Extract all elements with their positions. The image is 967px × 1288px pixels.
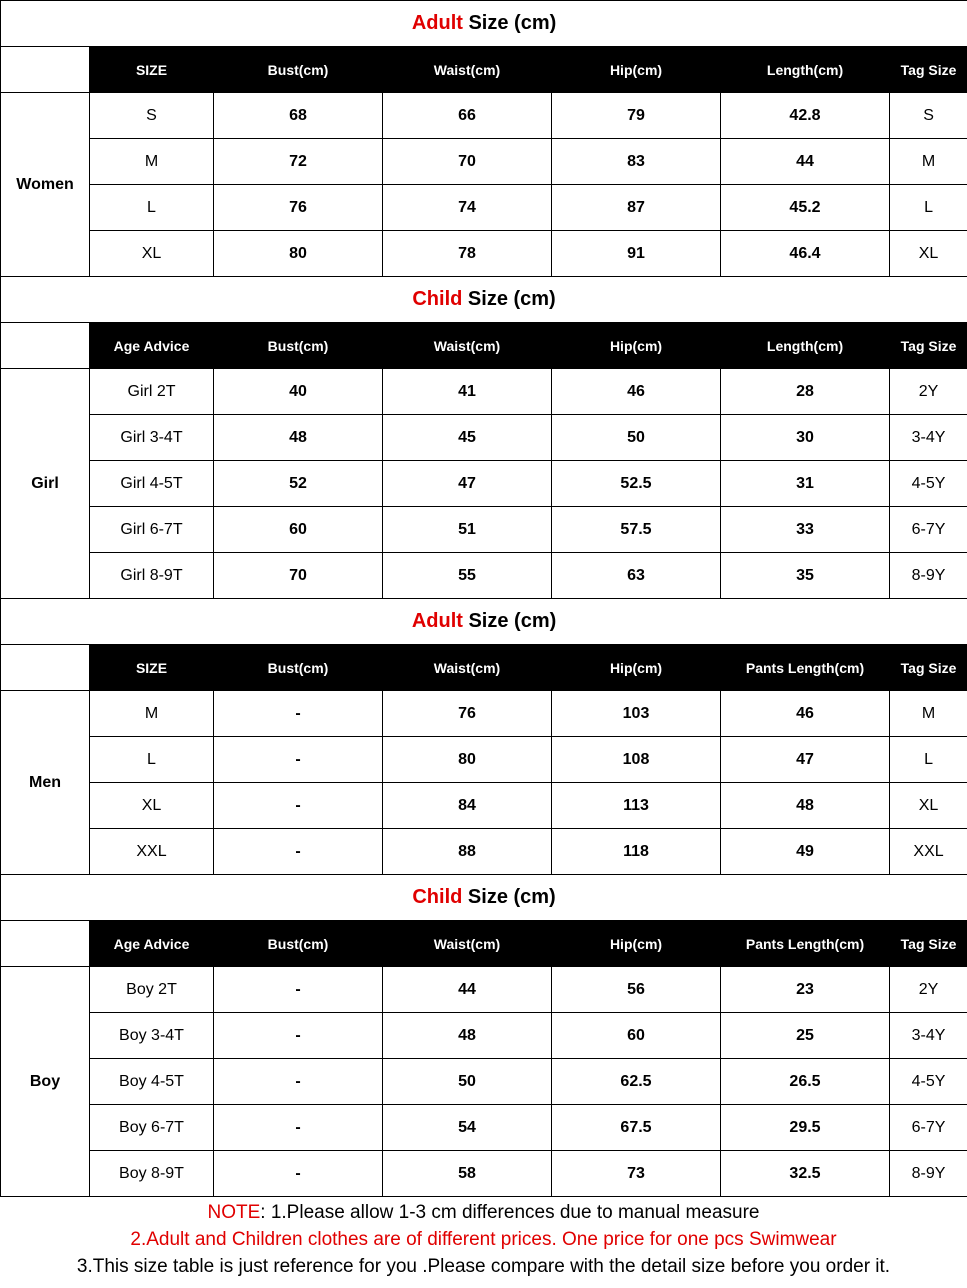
size-cell: L (90, 737, 214, 783)
tag-size-cell: 3-4Y (890, 415, 967, 461)
measure-cell: 76 (383, 691, 552, 737)
measure-cell: 32.5 (721, 1151, 890, 1197)
measure-cell: 41 (383, 369, 552, 415)
column-header: Tag Size (890, 47, 967, 93)
measure-cell: 46.4 (721, 231, 890, 277)
size-cell: M (90, 691, 214, 737)
size-cell: Boy 6-7T (90, 1105, 214, 1151)
size-cell: Girl 4-5T (90, 461, 214, 507)
measure-cell: 84 (383, 783, 552, 829)
header-blank-cell (1, 47, 90, 93)
measure-cell: 45.2 (721, 185, 890, 231)
measure-cell: - (214, 967, 383, 1013)
section-title-text: Size (cm) (462, 610, 557, 632)
measure-cell: 48 (383, 1013, 552, 1059)
column-header: Length(cm) (721, 323, 890, 369)
tag-size-cell: XL (890, 783, 967, 829)
table-row (1, 783, 967, 829)
tag-size-cell: 6-7Y (890, 507, 967, 553)
size-cell: S (90, 93, 214, 139)
measure-cell: 47 (383, 461, 552, 507)
size-cell: XL (90, 231, 214, 277)
table-row (1, 185, 967, 231)
column-header: Bust(cm) (214, 47, 383, 93)
measure-cell: 80 (214, 231, 383, 277)
group-label: Men (1, 691, 90, 875)
table-row (1, 369, 967, 415)
measure-cell: 52.5 (552, 461, 721, 507)
size-cell: Girl 3-4T (90, 415, 214, 461)
column-header: Pants Length(cm) (721, 921, 890, 967)
column-header: Bust(cm) (214, 921, 383, 967)
measure-cell: 72 (214, 139, 383, 185)
group-label: Girl (1, 369, 90, 599)
table-row (1, 829, 967, 875)
table-row (1, 967, 967, 1013)
size-cell: Boy 3-4T (90, 1013, 214, 1059)
tag-size-cell: 4-5Y (890, 461, 967, 507)
column-header: Age Advice (90, 921, 214, 967)
measure-cell: 60 (214, 507, 383, 553)
size-cell: XL (90, 783, 214, 829)
header-blank-cell (1, 645, 90, 691)
section-title-row (1, 1, 967, 47)
measure-cell: 40 (214, 369, 383, 415)
measure-cell: 113 (552, 783, 721, 829)
header-row (1, 47, 967, 93)
measure-cell: 26.5 (721, 1059, 890, 1105)
measure-cell: 44 (383, 967, 552, 1013)
group-label: Boy (1, 967, 90, 1197)
header-blank-cell (1, 323, 90, 369)
note-line-1-text: : 1.Please allow 1-3 cm differences due to manual measure (260, 1202, 760, 1223)
measure-cell: 108 (552, 737, 721, 783)
measure-cell: 57.5 (552, 507, 721, 553)
measure-cell: 60 (552, 1013, 721, 1059)
measure-cell: - (214, 829, 383, 875)
column-header: SIZE (90, 645, 214, 691)
measure-cell: 91 (552, 231, 721, 277)
measure-cell: 46 (552, 369, 721, 415)
section-title-text: Size (cm) (462, 12, 557, 34)
tag-size-cell: L (890, 737, 967, 783)
measure-cell: 83 (552, 139, 721, 185)
measure-cell: 25 (721, 1013, 890, 1059)
tag-size-cell: M (890, 691, 967, 737)
section-title-row (1, 277, 967, 323)
measure-cell: 76 (214, 185, 383, 231)
group-label: Women (1, 93, 90, 277)
column-header: Tag Size (890, 645, 967, 691)
measure-cell: 67.5 (552, 1105, 721, 1151)
size-cell: Girl 6-7T (90, 507, 214, 553)
tag-size-cell: 2Y (890, 967, 967, 1013)
section-title-accent: Adult (411, 12, 463, 34)
tag-size-cell: 8-9Y (890, 553, 967, 599)
measure-cell: 50 (383, 1059, 552, 1105)
measure-cell: 35 (721, 553, 890, 599)
measure-cell: 44 (721, 139, 890, 185)
header-row (1, 645, 967, 691)
section-title (1, 1, 967, 47)
tag-size-cell: S (890, 93, 967, 139)
tag-size-cell: L (890, 185, 967, 231)
measure-cell: 118 (552, 829, 721, 875)
size-cell: Boy 8-9T (90, 1151, 214, 1197)
measure-cell: 70 (214, 553, 383, 599)
table-row (1, 415, 967, 461)
size-cell: Girl 2T (90, 369, 214, 415)
header-row (1, 323, 967, 369)
measure-cell: 70 (383, 139, 552, 185)
tag-size-cell: XL (890, 231, 967, 277)
measure-cell: 54 (383, 1105, 552, 1151)
table-row (1, 1105, 967, 1151)
column-header: Waist(cm) (383, 921, 552, 967)
column-header: Tag Size (890, 323, 967, 369)
measure-cell: 47 (721, 737, 890, 783)
measure-cell: 23 (721, 967, 890, 1013)
measure-cell: 56 (552, 967, 721, 1013)
table-row (1, 93, 967, 139)
section-title-row (1, 875, 967, 921)
section-title-text: Size (cm) (462, 288, 556, 310)
tag-size-cell: 4-5Y (890, 1059, 967, 1105)
measure-cell: 87 (552, 185, 721, 231)
measure-cell: 28 (721, 369, 890, 415)
measure-cell: 31 (721, 461, 890, 507)
tag-size-cell: 6-7Y (890, 1105, 967, 1151)
header-blank-cell (1, 921, 90, 967)
section-title-accent: Child (412, 886, 463, 908)
size-cell: M (90, 139, 214, 185)
column-header: Hip(cm) (552, 921, 721, 967)
section-title-text: Size (cm) (462, 886, 556, 908)
measure-cell: 29.5 (721, 1105, 890, 1151)
measure-cell: 51 (383, 507, 552, 553)
measure-cell: - (214, 1151, 383, 1197)
measure-cell: 73 (552, 1151, 721, 1197)
section-title-row (1, 599, 967, 645)
column-header: Hip(cm) (552, 47, 721, 93)
measure-cell: 46 (721, 691, 890, 737)
note-line-1 (0, 1199, 967, 1226)
table-row (1, 507, 967, 553)
measure-cell: 48 (214, 415, 383, 461)
measure-cell: 55 (383, 553, 552, 599)
measure-cell: 80 (383, 737, 552, 783)
measure-cell: 45 (383, 415, 552, 461)
note-line-3: 3.This size table is just reference for you .Please compare with the detail size before you order it. (76, 1256, 891, 1277)
note-label: NOTE (207, 1202, 261, 1223)
note-block (0, 1199, 967, 1288)
section-title-accent: Child (412, 288, 463, 310)
section-title (1, 277, 967, 323)
measure-cell: - (214, 1105, 383, 1151)
measure-cell: - (214, 783, 383, 829)
tag-size-cell: 3-4Y (890, 1013, 967, 1059)
table-row (1, 737, 967, 783)
measure-cell: 42.8 (721, 93, 890, 139)
column-header: Pants Length(cm) (721, 645, 890, 691)
size-cell: Boy 2T (90, 967, 214, 1013)
column-header: SIZE (90, 47, 214, 93)
table-row (1, 231, 967, 277)
measure-cell: 58 (383, 1151, 552, 1197)
size-cell: L (90, 185, 214, 231)
measure-cell: 103 (552, 691, 721, 737)
table-row (1, 553, 967, 599)
tag-size-cell: XXL (890, 829, 967, 875)
measure-cell: 30 (721, 415, 890, 461)
size-cell: Girl 8-9T (90, 553, 214, 599)
column-header: Hip(cm) (552, 323, 721, 369)
column-header: Waist(cm) (383, 47, 552, 93)
measure-cell: 66 (383, 93, 552, 139)
column-header: Hip(cm) (552, 645, 721, 691)
tag-size-cell: 8-9Y (890, 1151, 967, 1197)
measure-cell: - (214, 1013, 383, 1059)
size-cell: XXL (90, 829, 214, 875)
table-row (1, 691, 967, 737)
size-cell: Boy 4-5T (90, 1059, 214, 1105)
measure-cell: - (214, 1059, 383, 1105)
column-header: Age Advice (90, 323, 214, 369)
measure-cell: - (214, 737, 383, 783)
measure-cell: 78 (383, 231, 552, 277)
column-header: Waist(cm) (383, 323, 552, 369)
tag-size-cell: M (890, 139, 967, 185)
table-row (1, 1151, 967, 1197)
measure-cell: 79 (552, 93, 721, 139)
measure-cell: 48 (721, 783, 890, 829)
note-line-2: 2.Adult and Children clothes are of different prices. One price for one pcs Swimwear (130, 1229, 837, 1250)
measure-cell: 52 (214, 461, 383, 507)
measure-cell: - (214, 691, 383, 737)
measure-cell: 63 (552, 553, 721, 599)
measure-cell: 33 (721, 507, 890, 553)
column-header: Tag Size (890, 921, 967, 967)
table-row (1, 1013, 967, 1059)
measure-cell: 74 (383, 185, 552, 231)
measure-cell: 62.5 (552, 1059, 721, 1105)
column-header: Bust(cm) (214, 645, 383, 691)
column-header: Length(cm) (721, 47, 890, 93)
measure-cell: 49 (721, 829, 890, 875)
measure-cell: 50 (552, 415, 721, 461)
header-row (1, 921, 967, 967)
table-row (1, 1059, 967, 1105)
column-header: Waist(cm) (383, 645, 552, 691)
table-row (1, 139, 967, 185)
section-title (1, 599, 967, 645)
column-header: Bust(cm) (214, 323, 383, 369)
tag-size-cell: 2Y (890, 369, 967, 415)
table-row (1, 461, 967, 507)
section-title-accent: Adult (411, 610, 463, 632)
section-title (1, 875, 967, 921)
measure-cell: 68 (214, 93, 383, 139)
measure-cell: 88 (383, 829, 552, 875)
